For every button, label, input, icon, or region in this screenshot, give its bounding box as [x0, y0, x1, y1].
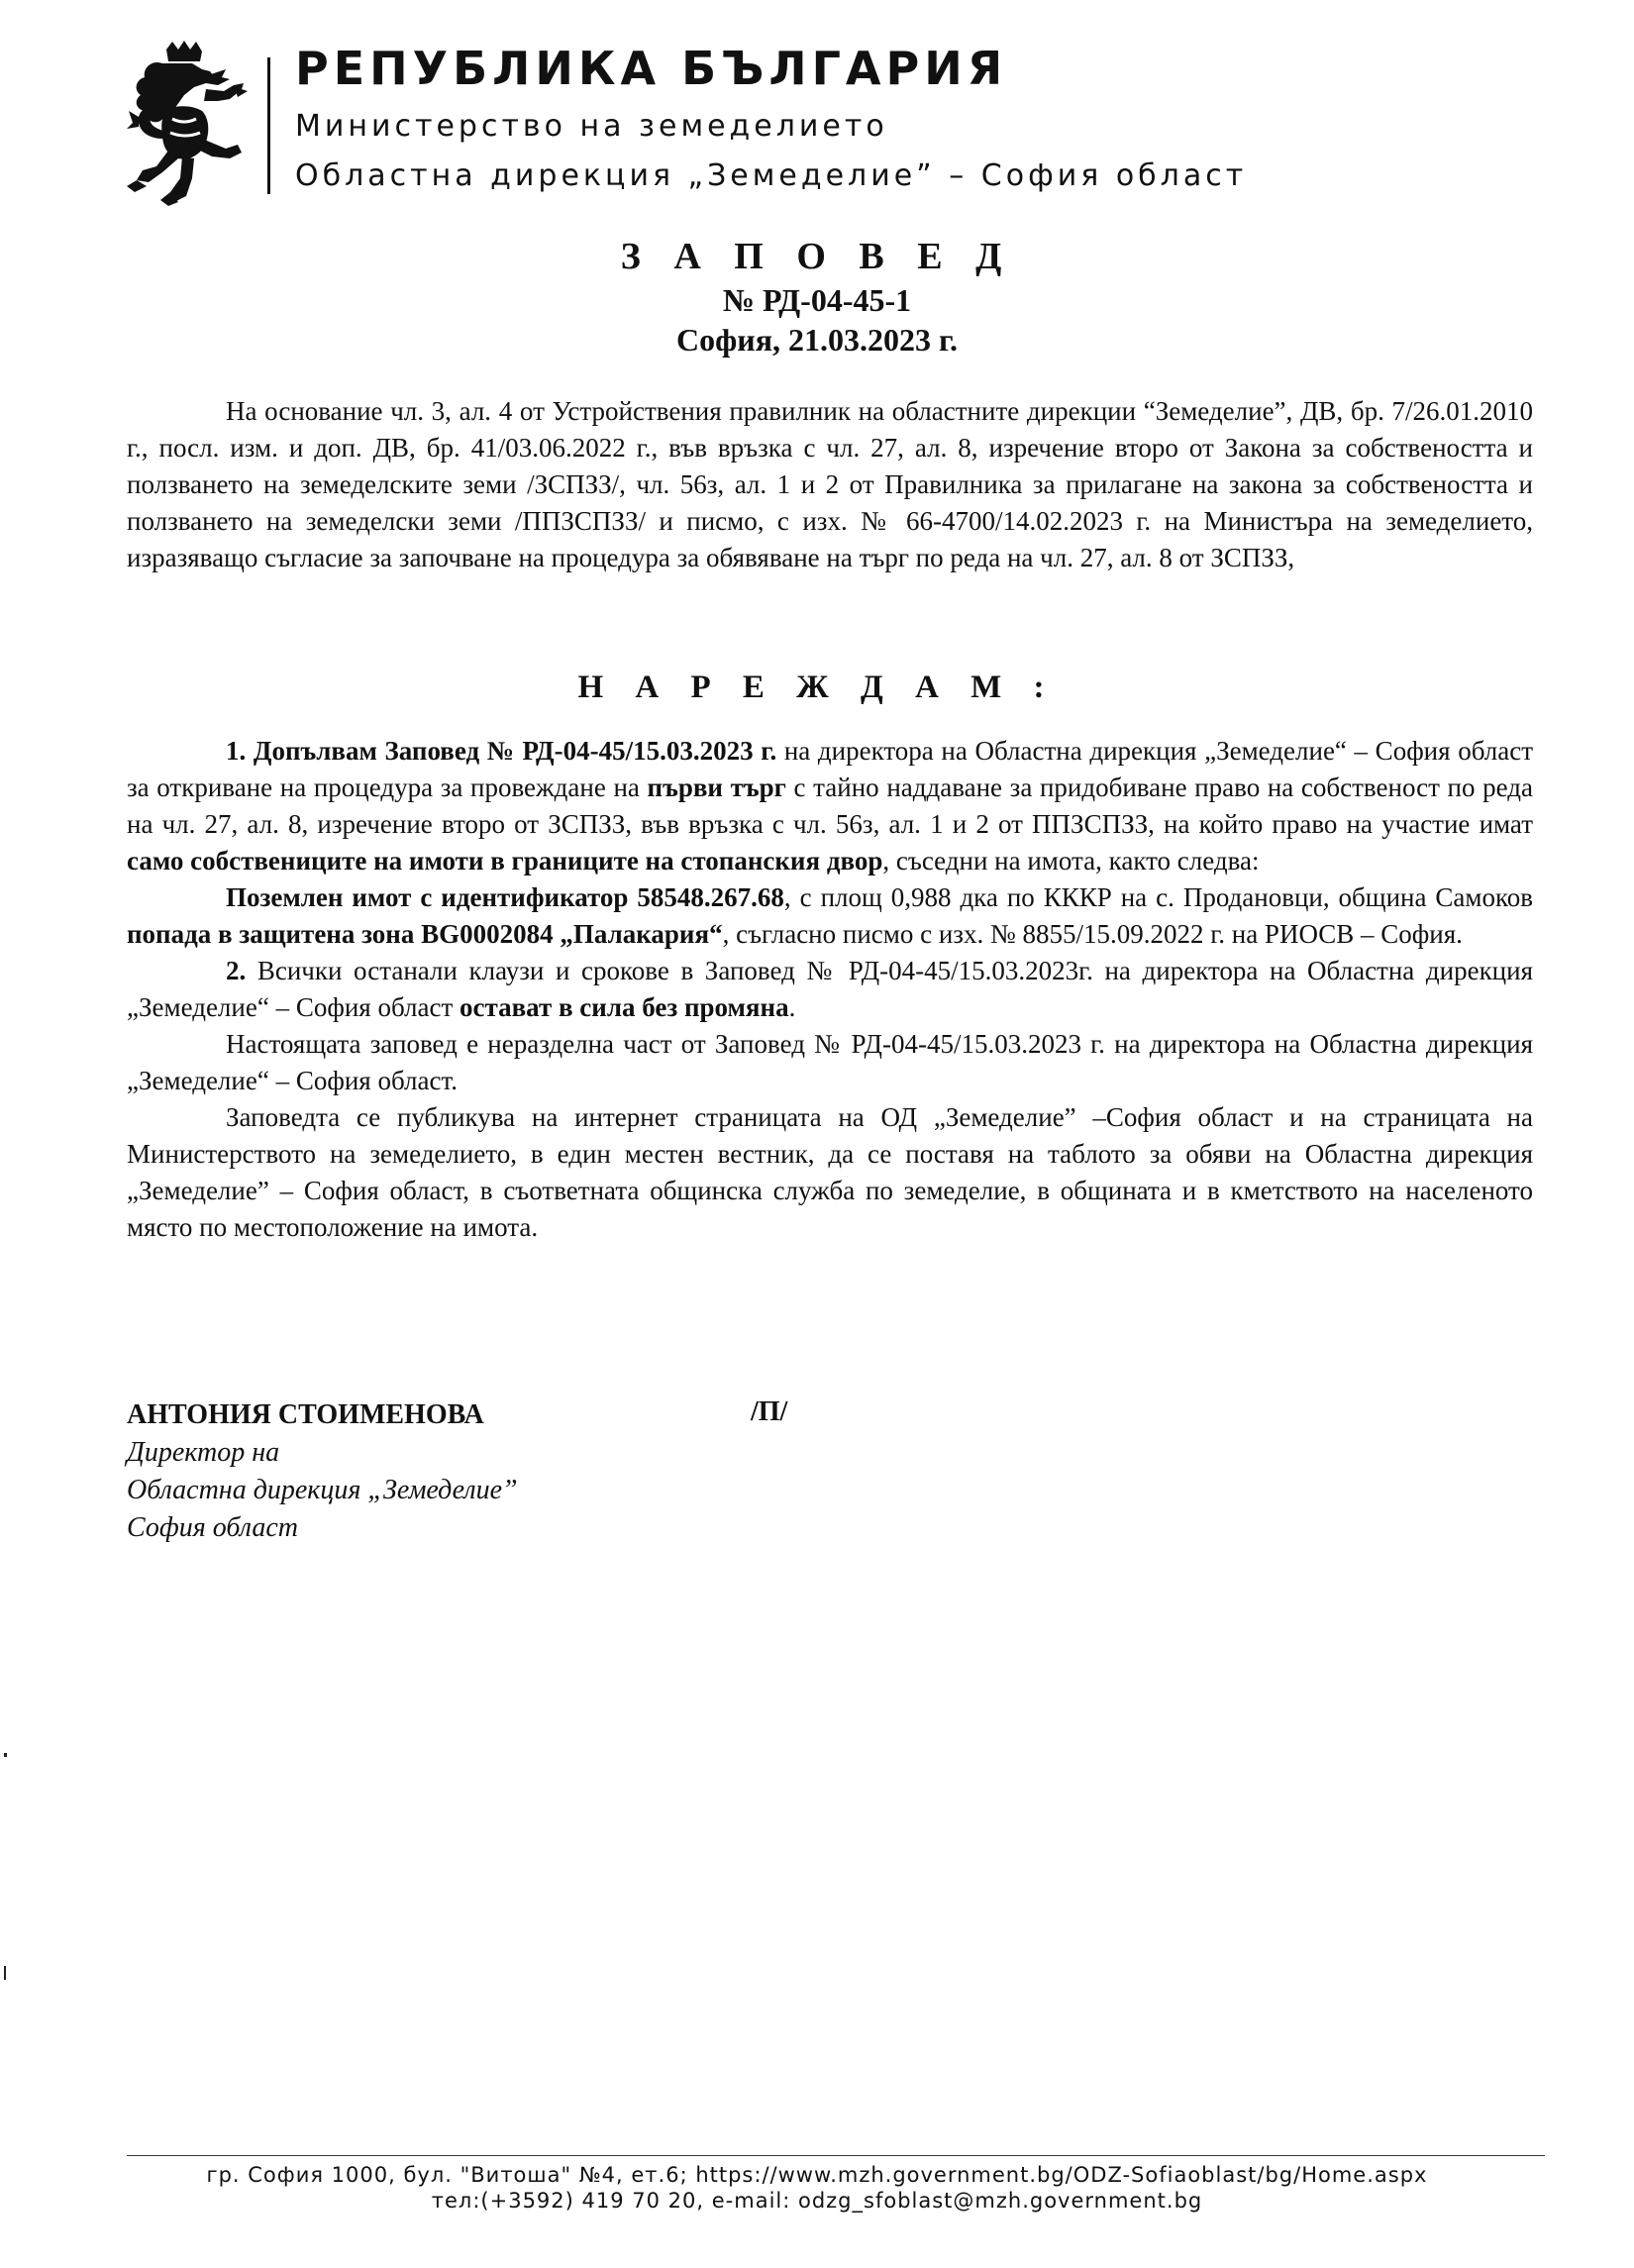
property-identifier: Поземлен имот с идентификатор 58548.267.68	[226, 882, 784, 912]
order-item-1-text-a: на директора на Областна дирекция „Земеделие“ – София област за откриване на процедура за провеждане на	[127, 736, 1533, 802]
integral-part-paragraph: Настоящата заповед е неразделна част от Заповед № РД-04-45/15.03.2023 г. на директора на Областна дирекция „Земеделие“ – София област.	[127, 1029, 1533, 1095]
lion-coat-of-arms-icon	[123, 40, 252, 218]
signatory-title-line-1: Директор на	[127, 1437, 280, 1468]
footer-contacts: тел:(+3592) 419 70 20, e-mail: odzg_sfoblast@mzh.government.bg	[431, 2189, 1203, 2213]
document-place-date: София, 21.03.2023 г.	[676, 322, 958, 358]
ministry-name: Министерство на земеделието	[295, 109, 888, 144]
legal-grounds-paragraph: На основание чл. 3, ал. 4 от Устройствения правилник на областните дирекции “Земеделие”, ДВ, бр. 7/26.01.2010 г., посл. изм. и доп. ДВ, бр. 41/03.06.2022 г., във връзка с чл. 27, ал. 8, изречение второ от Закона за собствеността и ползването на земеделските земи /ЗСПЗЗ/, чл. 56з, ал. 1 и 2 от Правилника за прилагане на закона за собствеността и ползването на земеделски земи /ППЗСПЗЗ/ и писмо, с изх. № 66-4700/14.02.2023 г. на Министъра на земеделието, изразяващо съгласие за започване на процедура за обявяване на търг по реда на чл. 27, ал. 8 от ЗСПЗЗ,	[127, 396, 1533, 572]
order-heading: Н А Р Е Ж Д А М :	[577, 670, 1057, 705]
signatory-title-line-3: София област	[127, 1512, 298, 1543]
order-item-1-first-auction: първи търг	[647, 773, 786, 802]
publication-paragraph: Заповедта се публикува на интернет страницата на ОД „Земеделие” –София област и на страницата на Министерството на земеделието, в един местен вестник, да се поставя на таблото за обяви на Областна дирекция „Земеделие” – София област, в съответната общинска служба по земеделие, в общината и в кметството на населеното място по местоположение на имота.	[127, 1102, 1533, 1242]
order-item-1-number: 1.	[226, 736, 247, 766]
order-item-1	[127, 733, 1533, 879]
scan-speck	[4, 1966, 6, 1980]
document-number: № РД-04-45-1	[722, 282, 912, 318]
footer-address: гр. София 1000, бул. "Витоша" №4, ет.6; https://www.mzh.government.bg/ODZ-Sofiaoblast/bg/Home.aspx	[206, 2163, 1428, 2187]
order-item-1-text-c: с тайно наддаване за придобиване право на собственост по реда на чл. 27, ал. 8, изречение второ от ЗСПЗЗ, във връзка с чл. 56з, ал. 1 и 2 от ППЗСПЗЗ, на който право на участие имат	[127, 773, 1533, 839]
signature-block	[127, 1396, 518, 1547]
signatory-name: АНТОНИЯ СТОИМЕНОВА	[127, 1399, 484, 1430]
directorate-name: Областна дирекция „Земеделие” – София област	[295, 158, 1248, 193]
order-item-1-text-e: , съседни на имота, както следва:	[882, 846, 1260, 876]
order-item-2-text-a: Всички останали клаузи и срокове в Заповед № РД-04-45/15.03.2023г. на директора на Областна дирекция „Земеделие“ – София област	[127, 956, 1533, 1022]
property-text-c: , съгласно писмо с изх. № 8855/15.09.2022 г. на РИОСВ – София.	[722, 919, 1463, 949]
scan-speck	[4, 1753, 7, 1757]
property-description	[127, 879, 1533, 953]
document-type: З А П О В Е Д	[620, 236, 1014, 277]
order-item-2-number: 2.	[226, 956, 247, 985]
order-items	[127, 733, 1533, 1246]
country-name: РЕПУБЛИКА БЪЛГАРИЯ	[295, 42, 1008, 95]
order-item-2-unchanged: остават в сила без промяна	[460, 992, 789, 1022]
signed-mark: /П/	[751, 1396, 788, 1427]
signatory-title-line-2: Областна дирекция „Земеделие”	[127, 1475, 518, 1505]
order-item-2	[127, 953, 1533, 1026]
order-item-1-lead: Допълвам Заповед № РД-04-45/15.03.2023 г.	[253, 736, 777, 766]
property-protected-zone: попада в защитена зона BG0002084 „Палакария“	[127, 919, 723, 949]
header-divider	[267, 57, 270, 194]
footer-divider	[127, 2155, 1545, 2156]
order-item-2-text-c: .	[788, 992, 796, 1022]
legal-grounds	[127, 393, 1533, 576]
order-item-1-owners-only: само собствениците на имоти в границите на стопанския двор	[127, 846, 883, 876]
property-text-a: , с площ 0,988 дка по КККР на с. Продановци, община Самоков	[783, 882, 1533, 912]
